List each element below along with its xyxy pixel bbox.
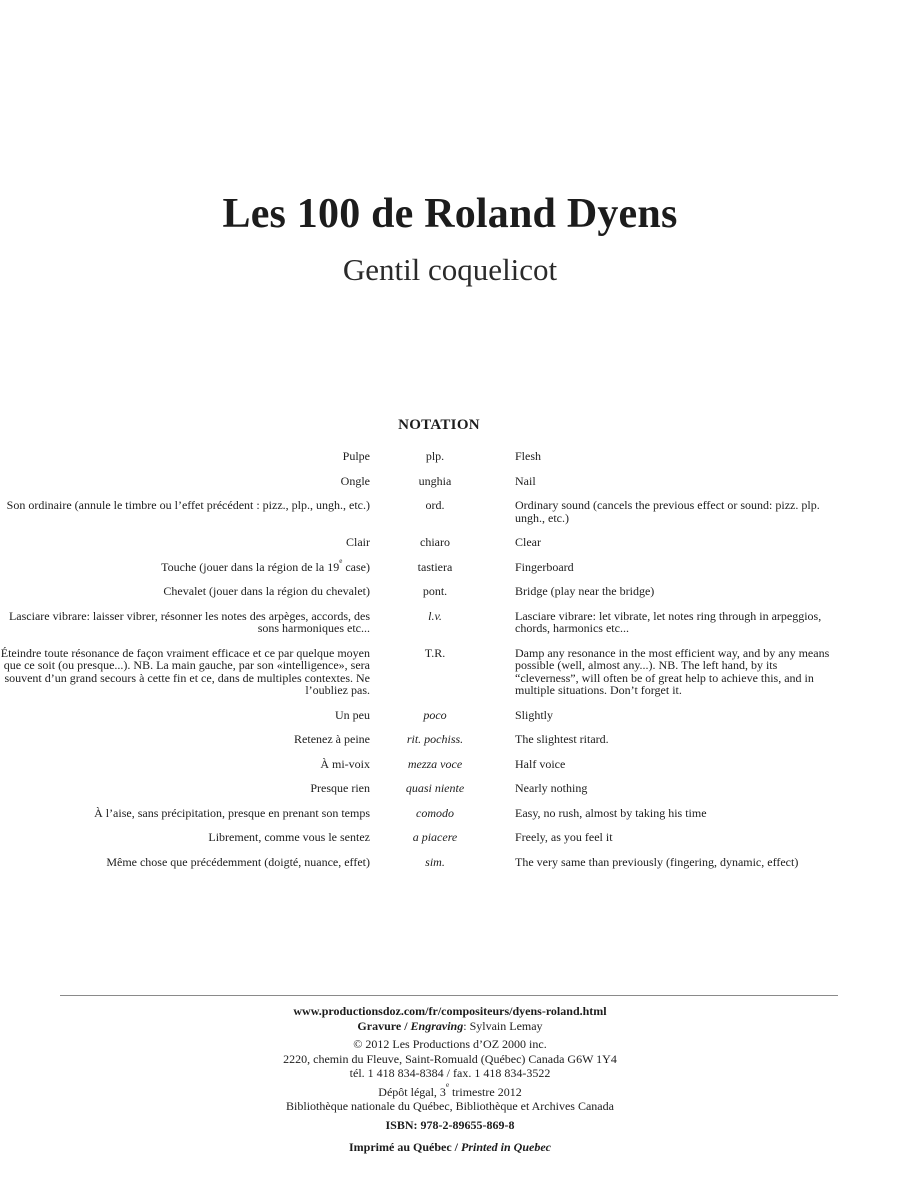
notation-french (0, 556, 370, 574)
notation-heading: NOTATION (398, 417, 480, 433)
printed-separator: / (451, 1140, 461, 1154)
printed-en: Printed in Quebec (461, 1140, 551, 1154)
isbn: ISBN: 978-2-89655-869-8 (385, 1117, 515, 1132)
notation-english: Nail (515, 473, 536, 488)
copyright: © 2012 Les Productions d’OZ 2000 inc. (353, 1037, 547, 1051)
notation-row (0, 610, 900, 635)
notation-french-text: case) (342, 559, 370, 574)
notation-abbreviation: tastiera (417, 559, 453, 574)
printed-in (0, 1140, 900, 1155)
notation-french: Presque rien (310, 781, 370, 795)
notation-abbreviation: pont. (422, 584, 448, 598)
notation-english: Ordinary sound (cancels the previous effect or sound: pizz. plp. ungh., etc.) (515, 498, 820, 525)
notation-abbreviation: l.v. (428, 608, 442, 623)
engraving-label-fr: Gravure (357, 1018, 402, 1033)
notation-french: À l’aise, sans précipitation, presque en prenant son temps (94, 805, 370, 820)
title-block (0, 190, 900, 288)
notation-row (0, 856, 900, 869)
footer (0, 1004, 900, 1155)
notation-english: Half voice (515, 756, 566, 771)
notation-table (0, 450, 900, 880)
notation-english: Damp any resonance in the most efficient way, and by any means possible (well, almost any...). NB. The left hand, by its “cleverness”, will often be of great help to achieve this, and in multiple situations. Don’t forget it. (515, 645, 830, 697)
notation-english: Freely, as you feel it (515, 830, 613, 844)
legal-deposit-text: Dépôt légal, 3 (378, 1084, 446, 1099)
notation-french: À mi-voix (320, 756, 370, 771)
notation-row (0, 733, 900, 746)
notation-french-text: Touche (jouer dans la région de la 19 (161, 559, 340, 574)
notation-english: Nearly nothing (515, 781, 588, 795)
notation-row (0, 499, 900, 524)
notation-row (0, 758, 900, 771)
superscript: e (339, 556, 343, 565)
phone-fax: tél. 1 418 834-8384 / fax. 1 418 834-3522 (349, 1066, 551, 1080)
notation-french: Son ordinaire (annule le timbre ou l’effet précédent : pizz., plp., ungh., etc.) (6, 498, 370, 512)
legal-deposit (0, 1080, 900, 1100)
notation-english: Clear (515, 535, 541, 549)
notation-row (0, 585, 900, 598)
notation-row (0, 536, 900, 549)
notation-french: Éteindre toute résonance de façon vraiment efficace et ce par quelque moyen que ce soit (ou presque...). NB. La main gauche, par son «intelligence», sera souvent d’un grand secours à cette fin et ce, dans de multiples contextes. Ne l’oubliez pas. (0, 645, 370, 697)
library: Bibliothèque nationale du Québec, Bibliothèque et Archives Canada (286, 1099, 614, 1113)
legal-deposit-text: trimestre 2012 (449, 1084, 522, 1099)
notation-english: The very same than previously (fingering, dynamic, effect) (515, 854, 799, 869)
notation-abbreviation: T.R. (424, 645, 446, 660)
notation-abbreviation: chiaro (420, 535, 450, 549)
engraving-separator: / (401, 1018, 411, 1033)
notation-english: Lasciare vibrare: let vibrate, let notes ring through in arpeggios, chords, harmonics etc... (515, 608, 822, 635)
superscript: e (445, 1080, 450, 1089)
notation-french: Pulpe (342, 449, 370, 463)
notation-abbreviation: unghia (418, 473, 452, 488)
printed-fr: Imprimé au Québec (349, 1140, 452, 1154)
notation-row (0, 709, 900, 722)
footer-divider (60, 995, 838, 996)
notation-row (0, 807, 900, 820)
engraving-label-en: Engraving (410, 1018, 464, 1033)
page-subtitle: Gentil coquelicot (342, 252, 558, 287)
notation-abbreviation: ord. (425, 498, 445, 512)
notation-abbreviation: quasi niente (405, 781, 465, 795)
notation-abbreviation: comodo (416, 805, 454, 820)
notation-french: Ongle (340, 473, 370, 488)
notation-french: Retenez à peine (294, 732, 370, 746)
notation-row (0, 450, 900, 463)
notation-row (0, 831, 900, 844)
engraving-credit (0, 1019, 900, 1034)
notation-row (0, 556, 900, 574)
notation-row (0, 647, 900, 697)
notation-english: The slightest ritard. (515, 732, 609, 746)
notation-english: Bridge (play near the bridge) (515, 584, 655, 598)
notation-abbreviation: rit. pochiss. (406, 732, 464, 746)
notation-english: Flesh (515, 449, 542, 463)
notation-french: Clair (346, 535, 370, 549)
notation-french: Librement, comme vous le sentez (208, 830, 370, 844)
notation-english: Slightly (515, 707, 554, 722)
notation-abbreviation: poco (423, 707, 447, 722)
notation-row (0, 782, 900, 795)
address: 2220, chemin du Fleuve, Saint-Romuald (Québec) Canada G6W 1Y4 (283, 1051, 617, 1066)
notation-row (0, 475, 900, 488)
notation-abbreviation: a piacere (412, 830, 458, 844)
notation-french: Chevalet (jouer dans la région du chevalet) (163, 584, 370, 598)
notation-english: Fingerboard (515, 559, 574, 574)
notation-french: Lasciare vibrare: laisser vibrer, résonner les notes des arpèges, accords, des sons harmoniques etc... (8, 608, 370, 635)
notation-french: Un peu (335, 707, 370, 722)
publisher-url: www.productionsdoz.com/fr/compositeurs/dyens-roland.html (293, 1004, 607, 1018)
page-title: Les 100 de Roland Dyens (222, 191, 678, 237)
notation-english: Easy, no rush, almost by taking his time (515, 805, 707, 820)
notation-abbreviation: mezza voce (407, 756, 463, 771)
engraving-name: : Sylvain Lemay (463, 1018, 543, 1033)
notation-french: Même chose que précédemment (doigté, nuance, effet) (106, 854, 370, 869)
notation-abbreviation: plp. (425, 449, 445, 463)
notation-abbreviation: sim. (425, 854, 445, 869)
